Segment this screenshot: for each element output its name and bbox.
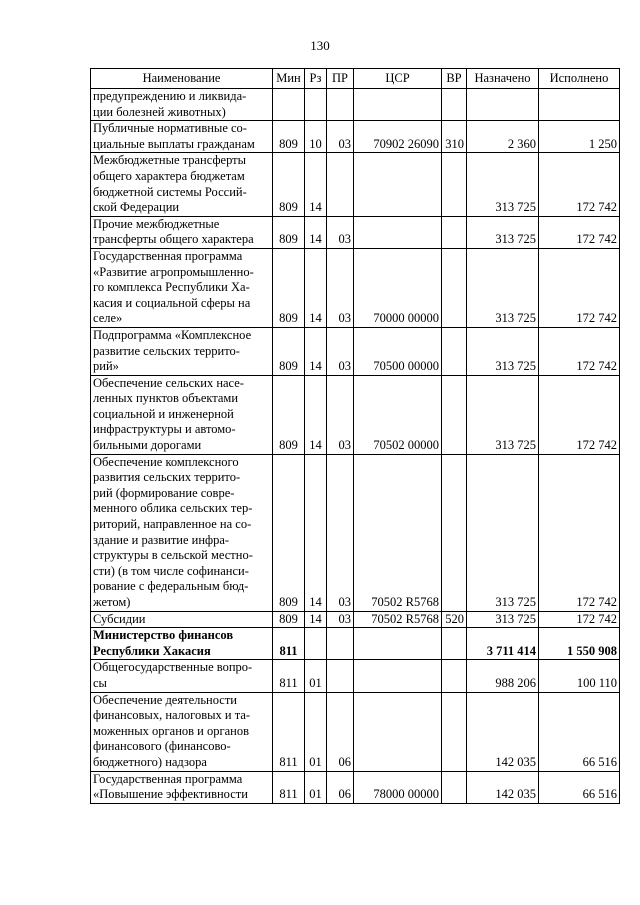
row-name: Министерство финансов Республики Хакасия [91,628,273,660]
row-rz: 14 [305,153,327,216]
row-executed: 1 250 [539,121,620,153]
row-assigned: 313 725 [467,454,539,611]
row-csr [354,628,442,660]
row-pr [327,628,354,660]
row-min: 811 [273,692,305,771]
row-name: предупреждению и ликвида- ции болезней животных) [91,89,273,121]
row-vr [442,327,467,375]
row-csr [354,89,442,121]
row-assigned: 313 725 [467,375,539,454]
row-executed: 172 742 [539,248,620,327]
row-pr: 03 [327,375,354,454]
row-min: 811 [273,771,305,803]
row-executed: 172 742 [539,375,620,454]
header-csr: ЦСР [354,69,442,89]
header-pr: ПР [327,69,354,89]
row-min: 809 [273,248,305,327]
row-assigned: 2 360 [467,121,539,153]
row-assigned: 142 035 [467,692,539,771]
row-csr: 70500 00000 [354,327,442,375]
row-vr [442,692,467,771]
row-rz: 14 [305,248,327,327]
row-rz [305,628,327,660]
row-executed: 66 516 [539,771,620,803]
row-executed: 172 742 [539,611,620,628]
row-assigned: 142 035 [467,771,539,803]
table-row [91,375,620,454]
row-vr [442,153,467,216]
row-min: 809 [273,121,305,153]
row-vr [442,628,467,660]
row-min: 809 [273,375,305,454]
header-name: Наименование [91,69,273,89]
row-executed [539,89,620,121]
row-name: Обеспечение комплексного развития сельских террито- рий (формирование совре- менного облика сельских тер- риторий, направленное на со- здание и развитие инфра- структуры в сельской местно- сти) (в том числе софинанси- рование с федеральным бюд- жетом) [91,454,273,611]
row-csr: 78000 00000 [354,771,442,803]
row-vr [442,375,467,454]
row-pr: 03 [327,611,354,628]
row-name: Общегосударственные вопро- сы [91,660,273,692]
row-min: 809 [273,611,305,628]
row-pr: 03 [327,248,354,327]
header-vr: ВР [442,69,467,89]
row-assigned: 3 711 414 [467,628,539,660]
row-min: 809 [273,327,305,375]
row-name: Межбюджетные трансферты общего характера бюджетам бюджетной системы Россий- ской Федерации [91,153,273,216]
row-name: Подпрограмма «Комплексное развитие сельских террито- рий» [91,327,273,375]
row-csr: 70502 R5768 [354,454,442,611]
row-vr [442,771,467,803]
table-row [91,628,620,660]
row-csr: 70502 00000 [354,375,442,454]
row-vr [442,454,467,611]
row-pr: 03 [327,216,354,248]
header-assigned: Назначено [467,69,539,89]
row-min: 809 [273,454,305,611]
row-name: Государственная программа «Повышение эффективности [91,771,273,803]
table-row [91,611,620,628]
row-assigned: 313 725 [467,611,539,628]
row-name: Обеспечение сельских насе- ленных пунктов объектами социальной и инженерной инфраструктуры и автомо- бильными дорогами [91,375,273,454]
row-vr: 520 [442,611,467,628]
row-assigned: 313 725 [467,153,539,216]
row-pr [327,153,354,216]
row-assigned: 313 725 [467,327,539,375]
row-pr: 03 [327,454,354,611]
row-name: Субсидии [91,611,273,628]
row-executed: 172 742 [539,216,620,248]
row-min: 809 [273,153,305,216]
row-vr [442,248,467,327]
table-row [91,153,620,216]
row-rz: 14 [305,327,327,375]
table-row [91,89,620,121]
row-pr: 06 [327,692,354,771]
row-pr [327,89,354,121]
table-row [91,771,620,803]
header-executed: Исполнено [539,69,620,89]
row-name: Обеспечение деятельности финансовых, налоговых и та- моженных органов и органов финансового (финансово- бюджетного) надзора [91,692,273,771]
row-rz: 14 [305,216,327,248]
row-executed: 66 516 [539,692,620,771]
page-number: 130 [310,38,330,53]
row-executed: 100 110 [539,660,620,692]
row-min: 809 [273,216,305,248]
row-csr [354,660,442,692]
row-assigned: 313 725 [467,216,539,248]
row-pr: 03 [327,121,354,153]
row-name: Публичные нормативные со- циальные выплаты гражданам [91,121,273,153]
budget-table [90,68,620,804]
row-vr [442,660,467,692]
row-csr: 70000 00000 [354,248,442,327]
row-min: 811 [273,660,305,692]
row-vr: 310 [442,121,467,153]
row-csr: 70502 R5768 [354,611,442,628]
row-rz: 01 [305,771,327,803]
row-min: 811 [273,628,305,660]
row-assigned: 988 206 [467,660,539,692]
row-executed: 172 742 [539,153,620,216]
row-rz: 14 [305,375,327,454]
row-rz: 01 [305,692,327,771]
row-rz: 10 [305,121,327,153]
row-rz: 14 [305,454,327,611]
row-csr [354,692,442,771]
row-vr [442,89,467,121]
header-min: Мин [273,69,305,89]
row-csr [354,153,442,216]
row-executed: 172 742 [539,454,620,611]
row-assigned [467,89,539,121]
table-row [91,692,620,771]
table-row [91,216,620,248]
row-vr [442,216,467,248]
row-pr: 06 [327,771,354,803]
row-rz: 14 [305,611,327,628]
table-row [91,327,620,375]
table-header-row [91,69,620,89]
row-csr [354,216,442,248]
row-csr: 70902 26090 [354,121,442,153]
row-rz: 01 [305,660,327,692]
row-pr [327,660,354,692]
table-row [91,454,620,611]
row-pr: 03 [327,327,354,375]
table-row [91,248,620,327]
row-executed: 172 742 [539,327,620,375]
header-rz: Рз [305,69,327,89]
table-row [91,660,620,692]
row-executed: 1 550 908 [539,628,620,660]
row-min [273,89,305,121]
row-rz [305,89,327,121]
row-name: Прочие межбюджетные трансферты общего характера [91,216,273,248]
row-assigned: 313 725 [467,248,539,327]
row-name: Государственная программа «Развитие агропромышленно- го комплекса Республики Ха- касия и социальной сферы на селе» [91,248,273,327]
table-row [91,121,620,153]
